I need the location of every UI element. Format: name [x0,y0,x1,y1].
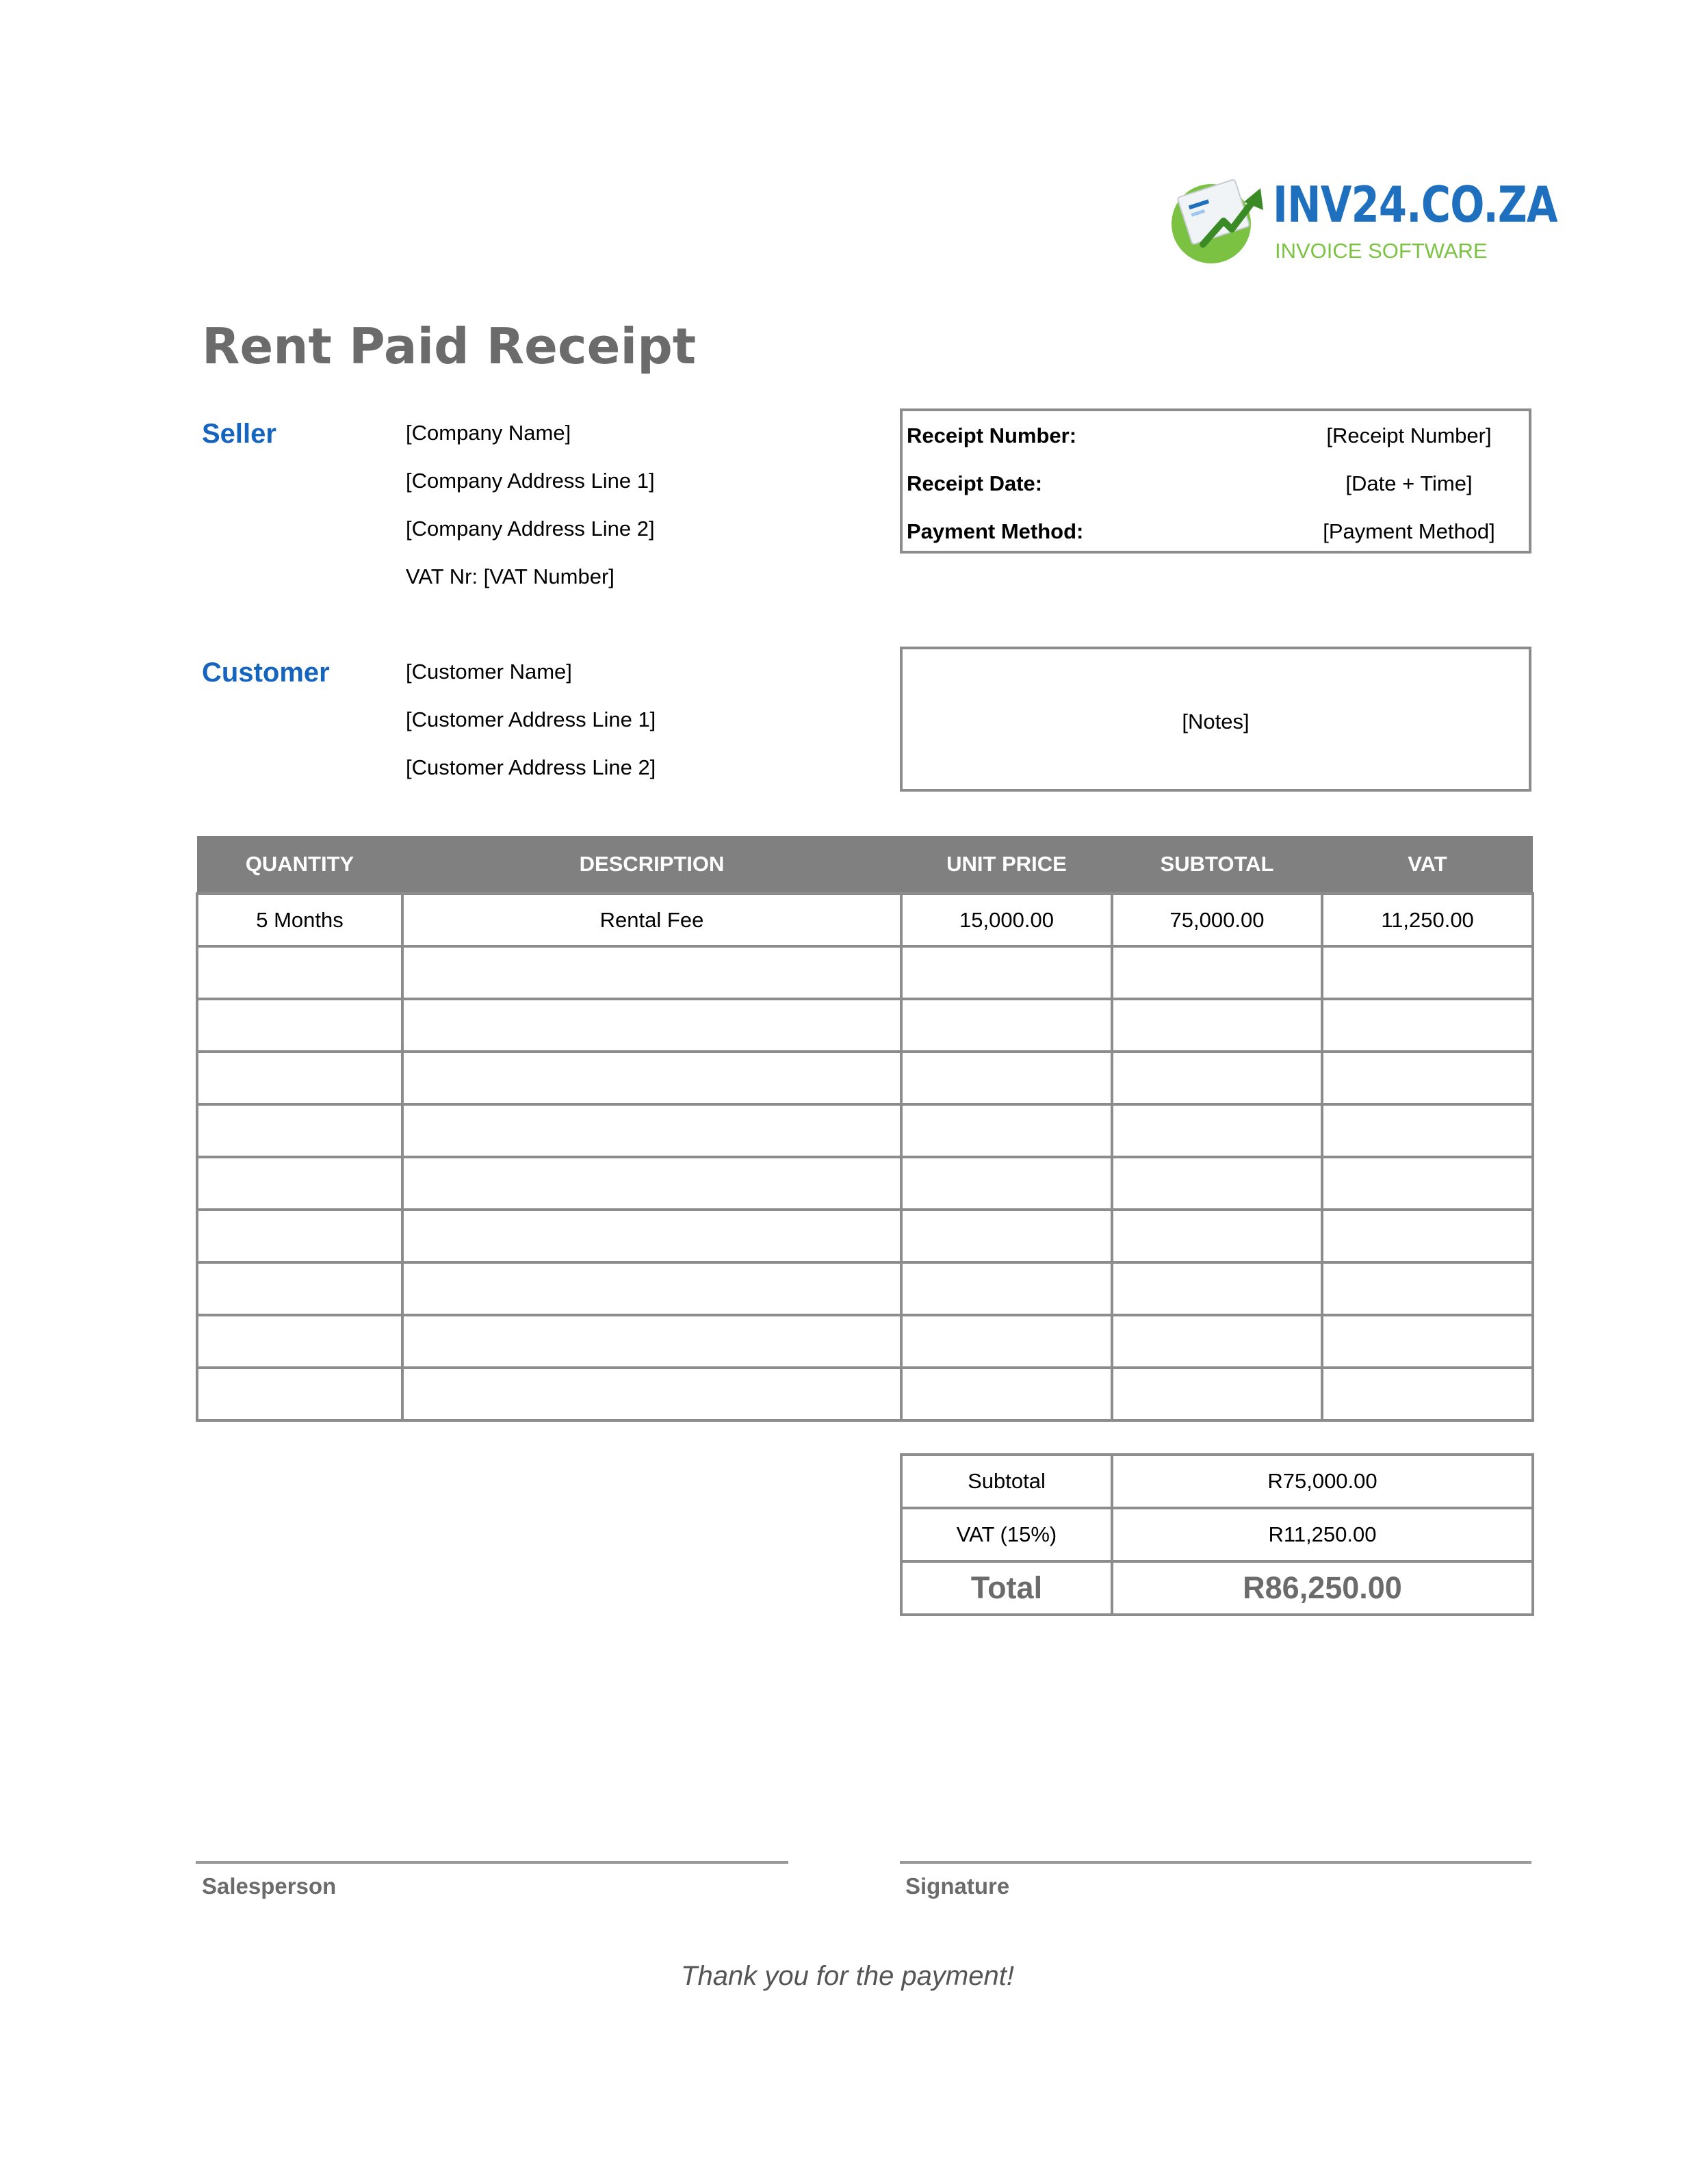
cell-subtotal [1112,999,1322,1052]
table-row [197,1104,1533,1157]
logo-wordmark: INV24.CO.ZA [1273,176,1557,233]
cell-quantity [197,1315,402,1368]
logo-tagline: INVOICE SOFTWARE [1275,239,1488,263]
receipt-date-label: Receipt Date: [907,471,1043,495]
subtotal-row [901,1455,1533,1508]
cell-subtotal [1112,1104,1322,1157]
cell-unit-price [901,1315,1112,1368]
cell-quantity: 5 Months [197,894,402,946]
totals-table [900,1453,1534,1616]
vat-value: R11,250.00 [1112,1508,1533,1561]
cell-subtotal [1112,1262,1322,1315]
cell-description [402,1052,901,1104]
cell-vat [1322,1315,1533,1368]
receipt-number-value: [Receipt Number] [1326,424,1492,447]
column-header-description: DESCRIPTION [402,836,901,894]
receipt-info-box [900,408,1531,554]
signature-line [900,1861,1531,1864]
payment-method-row [903,521,1529,548]
cell-quantity [197,1104,402,1157]
signature-label: Signature [905,1873,1010,1899]
total-row [901,1561,1533,1615]
cell-subtotal [1112,1368,1322,1420]
notes-box [900,647,1531,792]
cell-subtotal [1112,1315,1322,1368]
cell-subtotal [1112,1210,1322,1262]
salesperson-line [196,1861,788,1864]
cell-vat [1322,999,1533,1052]
cell-description [402,1104,901,1157]
cell-unit-price [901,1157,1112,1210]
items-table [196,836,1534,1422]
seller-address-line-1: [Company Address Line 1] [406,469,655,493]
notes-text: [Notes] [1182,710,1250,733]
cell-description [402,999,901,1052]
table-row [197,1157,1533,1210]
cell-subtotal [1112,1157,1322,1210]
cell-quantity [197,1262,402,1315]
cell-description [402,1262,901,1315]
table-row [197,999,1533,1052]
customer-label: Customer [202,658,330,688]
total-value: R86,250.00 [1112,1561,1533,1615]
subtotal-label: Subtotal [901,1455,1112,1508]
cell-vat [1322,946,1533,999]
cell-description [402,1210,901,1262]
cell-description [402,1368,901,1420]
column-header-unit-price: UNIT PRICE [901,836,1112,894]
cell-quantity [197,1157,402,1210]
table-row [197,1052,1533,1104]
table-row [197,1210,1533,1262]
logo-icon [1163,168,1273,270]
cell-vat [1322,1262,1533,1315]
company-logo [1163,168,1557,270]
cell-unit-price [901,1104,1112,1157]
cell-quantity [197,946,402,999]
customer-address-line-1: [Customer Address Line 1] [406,707,656,731]
seller-vat-number: VAT Nr: [VAT Number] [406,564,614,588]
cell-quantity [197,1052,402,1104]
table-row [197,1368,1533,1420]
thank-you-note: Thank you for the payment! [681,1961,1014,1991]
cell-vat [1322,1210,1533,1262]
cell-quantity [197,1210,402,1262]
cell-unit-price [901,999,1112,1052]
table-row [197,1315,1533,1368]
column-header-subtotal: SUBTOTAL [1112,836,1322,894]
cell-unit-price [901,1052,1112,1104]
customer-address-line-2: [Customer Address Line 2] [406,755,656,779]
items-header-row [197,836,1533,894]
cell-unit-price [901,1210,1112,1262]
table-row [197,894,1533,946]
cell-description [402,1157,901,1210]
payment-method-value: [Payment Method] [1323,519,1495,543]
subtotal-value: R75,000.00 [1112,1455,1533,1508]
total-label: Total [901,1561,1112,1615]
cell-unit-price: 15,000.00 [901,894,1112,946]
receipt-number-label: Receipt Number: [907,424,1077,447]
cell-unit-price [901,946,1112,999]
cell-subtotal: 75,000.00 [1112,894,1322,946]
payment-method-label: Payment Method: [907,519,1084,543]
column-header-quantity: QUANTITY [197,836,402,894]
column-header-vat: VAT [1322,836,1533,894]
cell-subtotal [1112,1052,1322,1104]
cell-quantity [197,999,402,1052]
receipt-number-row [903,425,1529,452]
seller-address-line-2: [Company Address Line 2] [406,517,655,541]
cell-vat [1322,1104,1533,1157]
cell-vat [1322,1368,1533,1420]
salesperson-label: Salesperson [202,1873,337,1899]
cell-description [402,946,901,999]
seller-company-name: [Company Name] [406,421,571,445]
cell-subtotal [1112,946,1322,999]
cell-vat [1322,1052,1533,1104]
cell-vat [1322,1157,1533,1210]
cell-unit-price [901,1368,1112,1420]
document-title: Rent Paid Receipt [202,317,697,375]
cell-description [402,1315,901,1368]
table-row [197,1262,1533,1315]
seller-label: Seller [202,419,276,449]
cell-vat: 11,250.00 [1322,894,1533,946]
cell-unit-price [901,1262,1112,1315]
table-row [197,946,1533,999]
cell-description: Rental Fee [402,894,901,946]
receipt-date-row [903,473,1529,500]
customer-name: [Customer Name] [406,660,572,684]
receipt-date-value: [Date + Time] [1345,471,1473,495]
vat-label: VAT (15%) [901,1508,1112,1561]
cell-quantity [197,1368,402,1420]
vat-row [901,1508,1533,1561]
